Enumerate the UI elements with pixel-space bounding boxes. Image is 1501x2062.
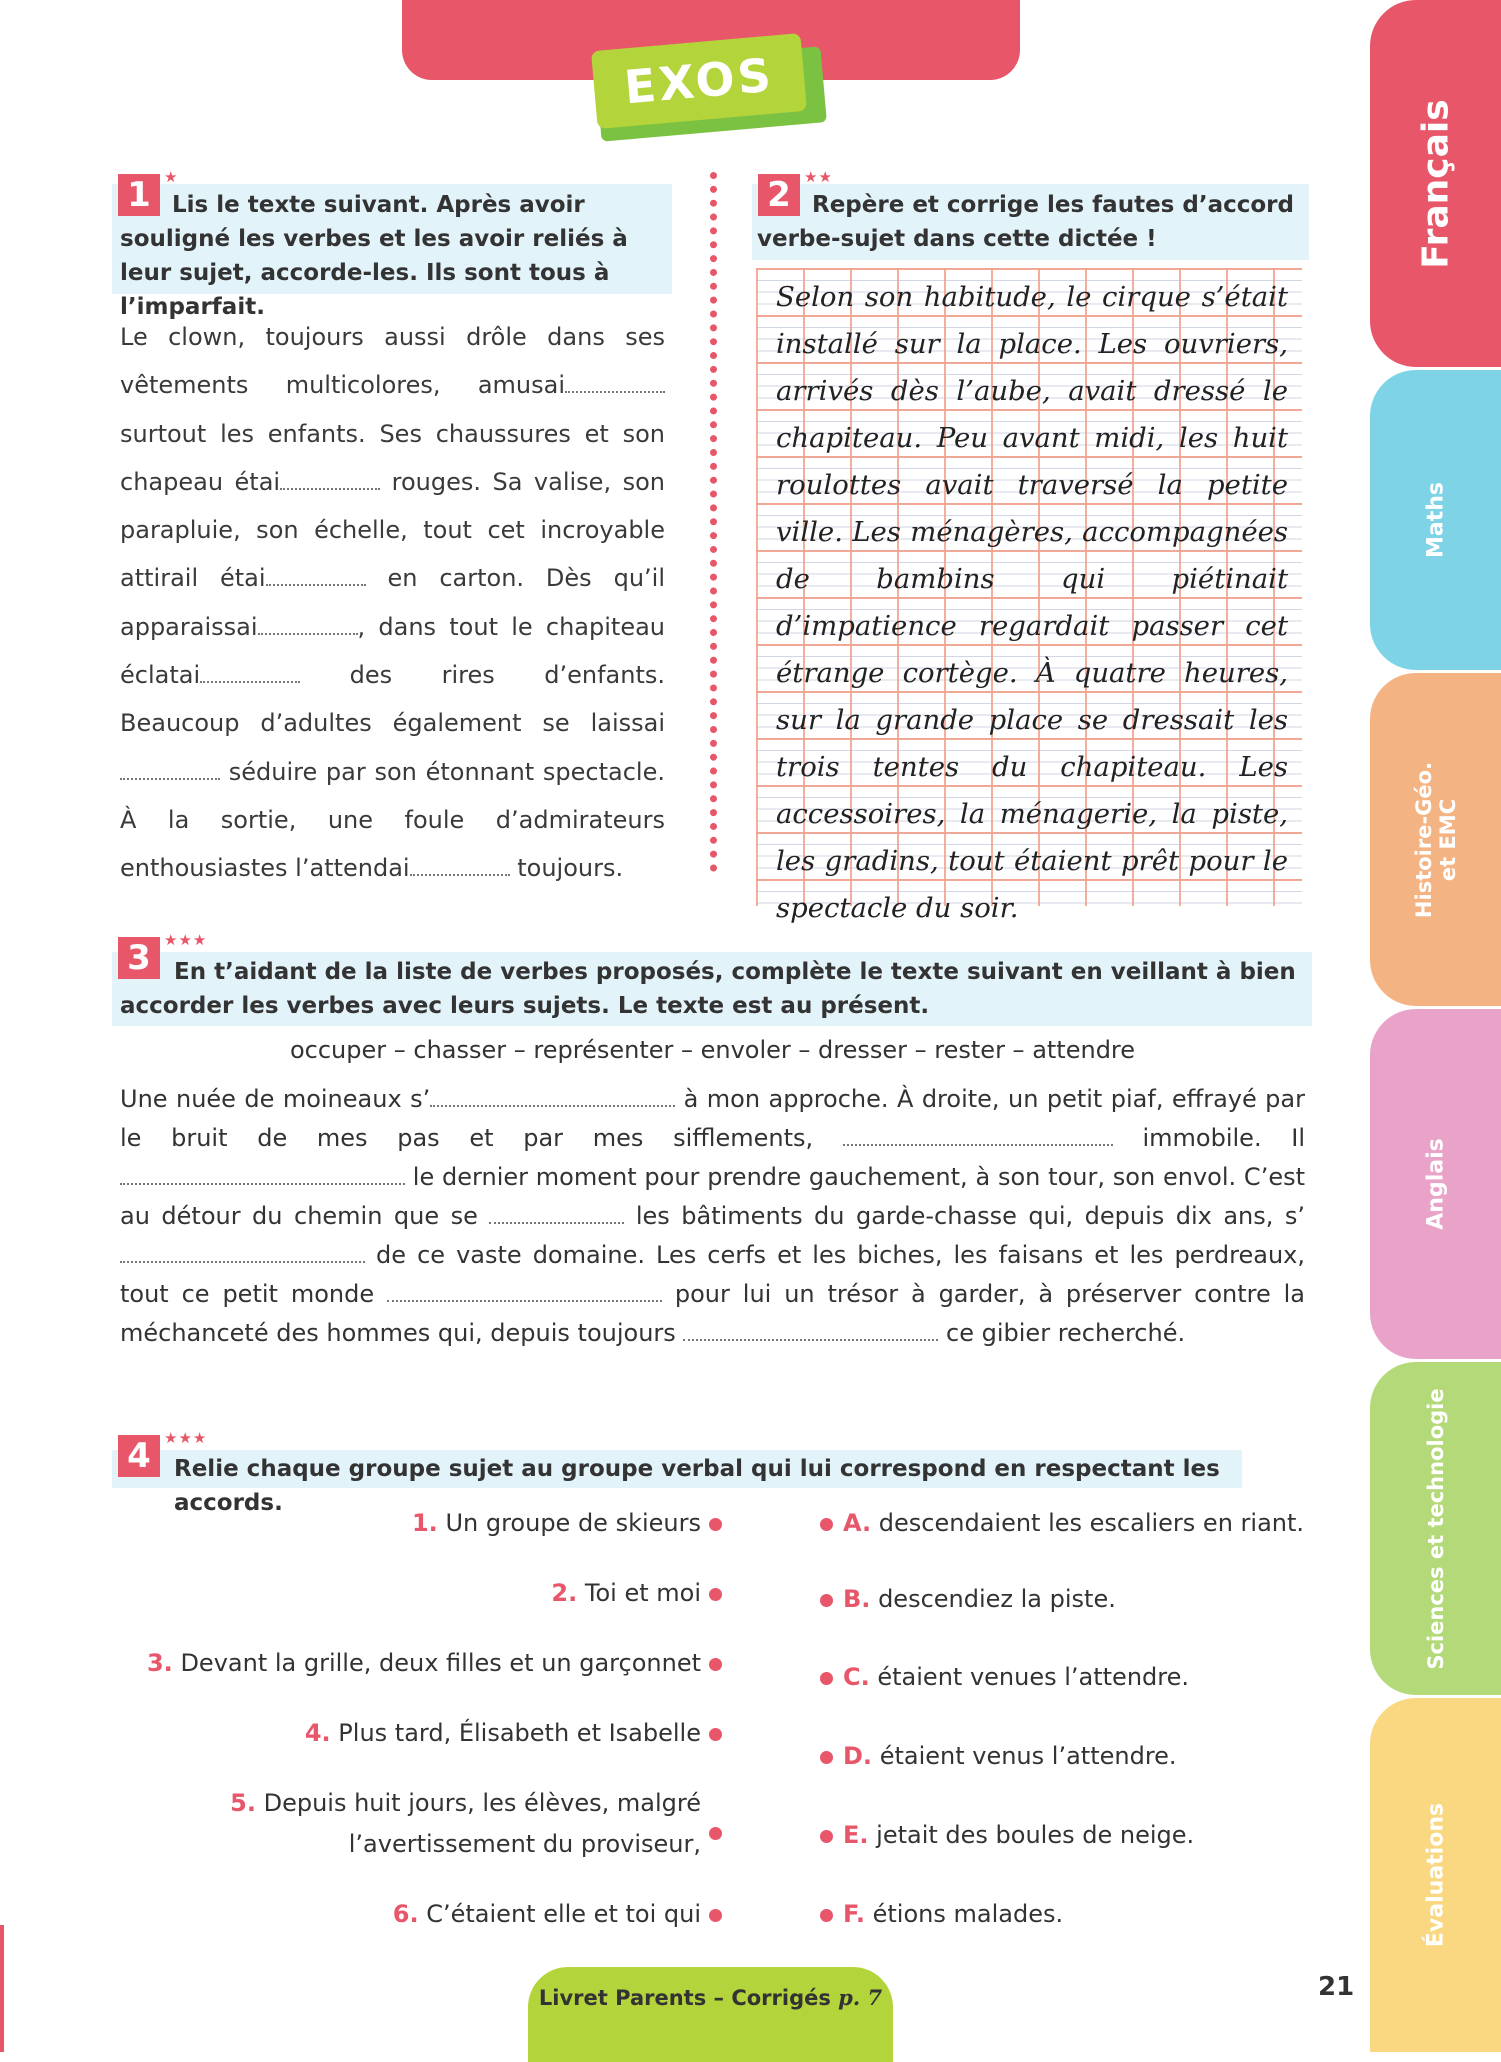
- blank[interactable]: [266, 570, 366, 586]
- blank[interactable]: [565, 377, 665, 393]
- blank[interactable]: [200, 667, 300, 683]
- ex3-stars: ★★★: [164, 931, 208, 949]
- tab-maths-label: Maths: [1423, 481, 1448, 559]
- blank[interactable]: [258, 619, 358, 635]
- ex1-instruction: Lis le texte suivant. Après avoir souligné les verbes et les avoir reliés à leur sujet, accorde-les. Ils sont tous à l’imparfait.: [120, 192, 628, 320]
- ex2-stars: ★★: [804, 168, 833, 186]
- ex4-number: 4: [118, 1435, 160, 1477]
- blank[interactable]: [387, 1286, 662, 1302]
- match-dot-left-4[interactable]: [709, 1728, 722, 1741]
- blank[interactable]: [843, 1130, 1113, 1146]
- match-dot-left-5[interactable]: [709, 1827, 722, 1840]
- dictee-text: Selon son habitude, le cirque s’était installé sur la place. Les ouvriers, arrivés dès l’aube, avait dressé le chapiteau. Peu avant midi, les huit roulottes avait traversé la petite ville. Les ménagères, accompagnées de bambins qui piétinait d’impatience regardait passer cet étrange cortège. À quatre heures, sur la grande place se dressait les trois tentes du chapiteau. Les accessoires, la ménagerie, la piste, les gradins, tout étaient prêt pour le spectacle du soir.: [776, 281, 1288, 924]
- tab-evaluations-label: Évaluations: [1423, 1802, 1448, 1948]
- ex1-number: 1: [118, 174, 160, 216]
- blank[interactable]: [120, 1247, 365, 1263]
- blank[interactable]: [120, 764, 220, 780]
- blank[interactable]: [489, 1208, 624, 1224]
- ex3-text: Une nuée de moineaux s’ à mon approche. À droite, un petit piaf, effrayé par le bruit de mes pas et par mes sifflements, immobile. Il le dernier moment pour prendre gauchement, à son tour, son envol. C’est au détour du chemin que se les bâtiments du garde-chasse qui, depuis dix ans, s’ de ce vaste domaine. Les cerfs et les biches, les faisans et les perdreaux, tout ce petit monde pour lui un trésor à garder, à préserver contre la méchanceté des hommes qui, depuis toujours ce gibier recherché.: [120, 1085, 1306, 1347]
- match-right-a: A. descendaient les escaliers en riant.: [843, 1509, 1305, 1537]
- tab-maths[interactable]: [1370, 370, 1501, 670]
- blank[interactable]: [280, 474, 380, 490]
- ex2-instruction: Repère et corrige les fautes d’accord verbe-sujet dans cette dictée !: [757, 192, 1294, 252]
- page-edge-mark: [0, 1925, 4, 2052]
- match-dot-left-6[interactable]: [709, 1909, 722, 1922]
- tab-histoire-geo[interactable]: [1370, 673, 1501, 1006]
- match-left-6: 6. C’étaient elle et toi qui: [392, 1900, 701, 1928]
- ex2-number: 2: [758, 174, 800, 216]
- match-left-4: 4. Plus tard, Élisabeth et Isabelle: [304, 1719, 701, 1747]
- match-left-3: 3. Devant la grille, deux filles et un garçonnet: [146, 1649, 701, 1677]
- tab-evaluations[interactable]: [1370, 1698, 1501, 2052]
- exos-badge: EXOS: [591, 33, 807, 129]
- match-dot-right-c[interactable]: [820, 1672, 833, 1685]
- match-left-1: 1. Un groupe de skieurs: [411, 1509, 701, 1537]
- match-left-2: 2. Toi et moi: [551, 1579, 701, 1607]
- tab-francais-label: Français: [1415, 98, 1456, 269]
- tab-sciences-label: Sciences et technologie: [1423, 1387, 1448, 1670]
- column-divider: [710, 172, 717, 872]
- match-right-e: E. jetait des boules de neige.: [843, 1821, 1195, 1849]
- ex3-number: 3: [118, 937, 160, 979]
- tab-anglais-label: Anglais: [1423, 1138, 1448, 1230]
- blank[interactable]: [683, 1325, 938, 1341]
- match-dot-left-3[interactable]: [709, 1658, 722, 1671]
- footer-link[interactable]: [528, 1967, 893, 2062]
- match-right-d: D. étaient venus l’attendre.: [843, 1742, 1177, 1770]
- match-right-c: C. étaient venues l’attendre.: [843, 1663, 1189, 1691]
- match-right-b: B. descendiez la piste.: [843, 1585, 1116, 1613]
- tab-anglais[interactable]: [1370, 1009, 1501, 1359]
- match-dot-right-e[interactable]: [820, 1830, 833, 1843]
- match-dot-right-d[interactable]: [820, 1751, 833, 1764]
- match-dot-right-a[interactable]: [820, 1518, 833, 1531]
- ex1-stars: ★: [164, 168, 179, 186]
- verb-list: occuper – chasser – représenter – envoler – dresser – rester – attendre: [289, 1036, 1136, 1064]
- match-left-5: 5. Depuis huit jours, les élèves, malgré l’avertissement du proviseur,: [230, 1789, 701, 1858]
- ex1-text: Le clown, toujours aussi drôle dans ses vêtements multicolores, amusai surtout les enfants. Ses chaussures et son chapeau étai rouges. Sa valise, son parapluie, son échelle, tout cet incroyable attirail étai en carton. Dès qu’il apparaissai , dans tout le chapiteau éclatai des rires d’enfants. Beaucoup d’adultes également se laissai séduire par son étonnant spectacle. À la sortie, une foule d’admirateurs enthousiastes l’attendai toujours.: [120, 323, 665, 883]
- ex4-instruction: Relie chaque groupe sujet au groupe verbal qui lui correspond en respectant les accords.: [174, 1456, 1220, 1516]
- ex4-stars: ★★★: [164, 1429, 208, 1447]
- page-number: 21: [1318, 1972, 1355, 2002]
- match-dot-left-1[interactable]: [709, 1518, 722, 1531]
- match-dot-right-b[interactable]: [820, 1594, 833, 1607]
- match-dot-left-2[interactable]: [709, 1588, 722, 1601]
- footer-label: Livret Parents – Corrigés p. 7: [538, 1985, 883, 2010]
- ex3-instruction: En t’aidant de la liste de verbes proposés, complète le texte suivant en veillant à bien accorder les verbes avec leurs sujets. Le texte est au présent.: [120, 959, 1296, 1019]
- blank[interactable]: [120, 1169, 405, 1185]
- tab-francais[interactable]: [1370, 0, 1501, 367]
- match-right-f: F. étions malades.: [843, 1900, 1064, 1928]
- blank[interactable]: [430, 1091, 675, 1107]
- tab-histoire-geo-label: Histoire-Géo. et EMC: [1411, 761, 1460, 918]
- tab-sciences[interactable]: [1370, 1362, 1501, 1695]
- blank[interactable]: [410, 860, 510, 876]
- match-dot-right-f[interactable]: [820, 1909, 833, 1922]
